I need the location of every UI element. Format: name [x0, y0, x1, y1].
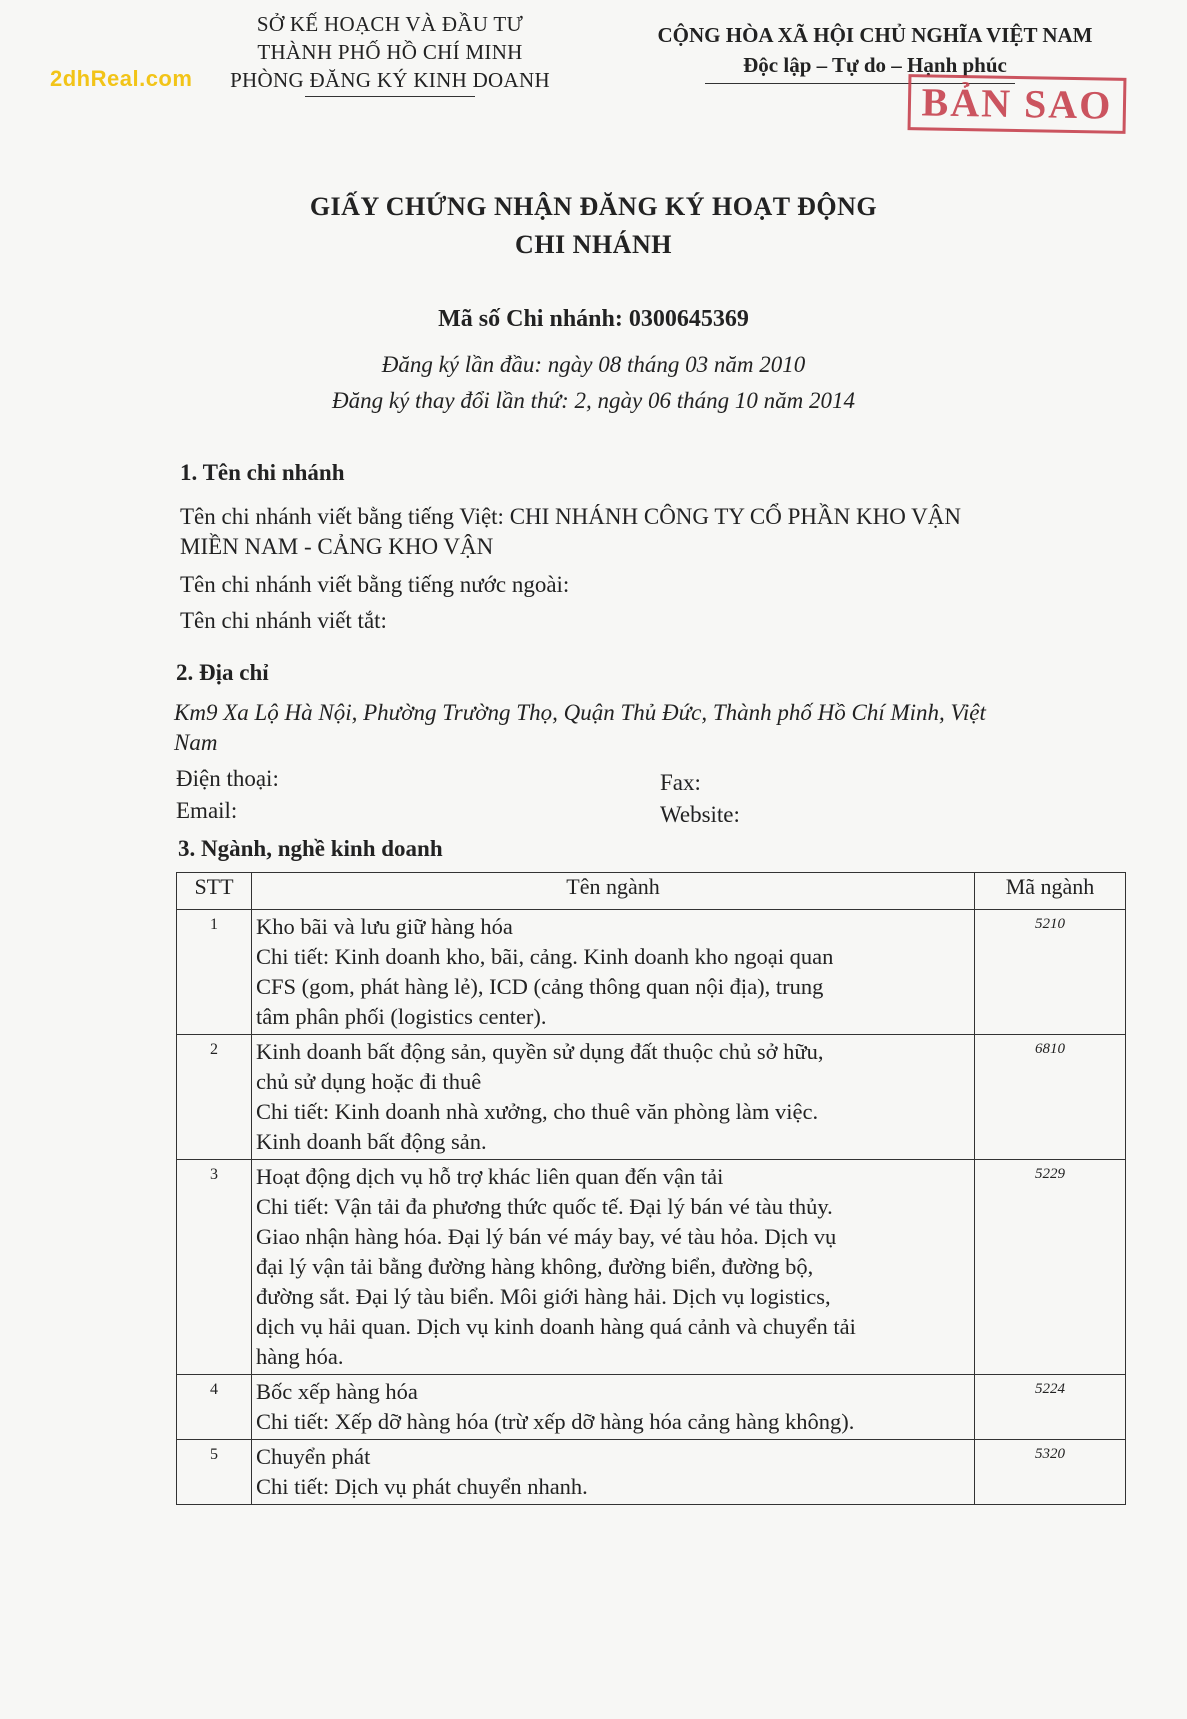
row-business-name — [252, 1160, 975, 1375]
row-line: Chi tiết: Dịch vụ phát chuyển nhanh. — [256, 1474, 588, 1499]
row-line: Kinh doanh bất động sản, quyền sử dụng đất thuộc chủ sở hữu, — [256, 1039, 824, 1064]
document-title-line-2: CHI NHÁNH — [515, 230, 672, 259]
row-line: hàng hóa. — [256, 1344, 344, 1369]
row-line: đại lý vận tải bằng đường hàng không, đường biển, đường bộ, — [256, 1254, 814, 1279]
business-lines-table — [176, 872, 1126, 1505]
issuing-authority — [190, 10, 590, 97]
address-line-2: Nam — [174, 730, 218, 755]
authority-line-1: SỞ KẾ HOẠCH VÀ ĐẦU TƯ — [256, 12, 524, 36]
row-line: Chuyển phát — [256, 1444, 371, 1469]
row-business-name — [252, 1375, 975, 1440]
table-header-row — [177, 873, 1126, 910]
branch-name-foreign: Tên chi nhánh viết bằng tiếng nước ngoài: — [180, 572, 570, 597]
section-2-heading: 2. Địa chỉ — [176, 660, 269, 685]
phone-label: Điện thoại: — [176, 766, 279, 791]
table-row — [177, 1440, 1126, 1505]
row-line: Giao nhận hàng hóa. Đại lý bán vé máy bay, vé tàu hỏa. Dịch vụ — [256, 1224, 837, 1249]
row-stt: 4 — [177, 1375, 252, 1440]
row-line: Chi tiết: Kinh doanh kho, bãi, cảng. Kinh doanh kho ngoại quan — [256, 944, 834, 969]
authority-line-2: THÀNH PHỐ HỒ CHÍ MINH — [257, 40, 523, 64]
section-3-heading: 3. Ngành, nghề kinh doanh — [178, 836, 443, 861]
fax-label: Fax: — [660, 770, 701, 795]
branch-name-vn-line-1: Tên chi nhánh viết bằng tiếng Việt: CHI NHÁNH CÔNG TY CỔ PHẦN KHO VẬN — [180, 504, 961, 529]
row-code: 5320 — [975, 1440, 1126, 1505]
row-code: 5224 — [975, 1375, 1126, 1440]
row-business-name — [252, 1440, 975, 1505]
column-header-code: Mã ngành — [975, 873, 1126, 910]
column-header-name: Tên ngành — [252, 873, 975, 910]
row-stt: 1 — [177, 910, 252, 1035]
row-line: Kho bãi và lưu giữ hàng hóa — [256, 914, 513, 939]
row-line: đường sắt. Đại lý tàu biển. Môi giới hàng hải. Dịch vụ logistics, — [256, 1284, 831, 1309]
row-stt: 2 — [177, 1035, 252, 1160]
table-row — [177, 1035, 1126, 1160]
first-registration: Đăng ký lần đầu: ngày 08 tháng 03 năm 2010 — [381, 352, 806, 377]
branch-name-short: Tên chi nhánh viết tắt: — [180, 608, 387, 633]
authority-underline — [305, 96, 475, 97]
row-stt: 5 — [177, 1440, 252, 1505]
address-line-1: Km9 Xa Lộ Hà Nội, Phường Trường Thọ, Quận Thủ Đức, Thành phố Hồ Chí Minh, Việt — [174, 700, 986, 725]
document-title-line-1: GIẤY CHỨNG NHẬN ĐĂNG KÝ HOẠT ĐỘNG — [309, 192, 878, 221]
branch-name-vn-line-2: MIỀN NAM - CẢNG KHO VẬN — [180, 534, 494, 559]
row-business-name — [252, 1035, 975, 1160]
row-line: Chi tiết: Vận tải đa phương thức quốc tế. Đại lý bán vé tàu thủy. — [256, 1194, 833, 1219]
table-row — [177, 1160, 1126, 1375]
motto-line-1: CỘNG HÒA XÃ HỘI CHỦ NGHĨA VIỆT NAM — [657, 23, 1093, 47]
change-registration: Đăng ký thay đổi lần thứ: 2, ngày 06 tháng 10 năm 2014 — [332, 388, 855, 413]
row-line: Chi tiết: Xếp dỡ hàng hóa (trừ xếp dỡ hàng hóa cảng hàng không). — [256, 1409, 855, 1434]
row-line: chủ sử dụng hoặc đi thuê — [256, 1069, 482, 1094]
table-row — [177, 910, 1126, 1035]
row-line: tâm phân phối (logistics center). — [256, 1004, 547, 1029]
copy-stamp: BẢN SAO — [908, 74, 1127, 134]
row-code: 5210 — [975, 910, 1126, 1035]
national-motto — [615, 20, 1135, 80]
authority-line-3: PHÒNG ĐĂNG KÝ KINH DOANH — [230, 68, 550, 92]
row-stt: 3 — [177, 1160, 252, 1375]
row-line: Kinh doanh bất động sản. — [256, 1129, 487, 1154]
row-line: dịch vụ hải quan. Dịch vụ kinh doanh hàng quá cảnh và chuyển tải — [256, 1314, 856, 1339]
row-business-name — [252, 910, 975, 1035]
table-body — [177, 910, 1126, 1505]
email-label: Email: — [176, 798, 238, 823]
row-code: 5229 — [975, 1160, 1126, 1375]
row-line: Bốc xếp hàng hóa — [256, 1379, 418, 1404]
row-line: Chi tiết: Kinh doanh nhà xưởng, cho thuê văn phòng làm việc. — [256, 1099, 819, 1124]
motto-line-2: Độc lập – Tự do – Hạnh phúc — [743, 53, 1007, 77]
section-1-heading: 1. Tên chi nhánh — [180, 460, 345, 485]
website-label: Website: — [660, 802, 740, 827]
watermark-logo: 2dhReal.com — [50, 66, 193, 91]
column-header-stt: STT — [177, 873, 252, 910]
branch-code: Mã số Chi nhánh: 0300645369 — [438, 306, 749, 332]
row-line: Hoạt động dịch vụ hỗ trợ khác liên quan đến vận tải — [256, 1164, 724, 1189]
row-line: CFS (gom, phát hàng lẻ), ICD (cảng thông quan nội địa), trung — [256, 974, 824, 999]
row-code: 6810 — [975, 1035, 1126, 1160]
table-row — [177, 1375, 1126, 1440]
